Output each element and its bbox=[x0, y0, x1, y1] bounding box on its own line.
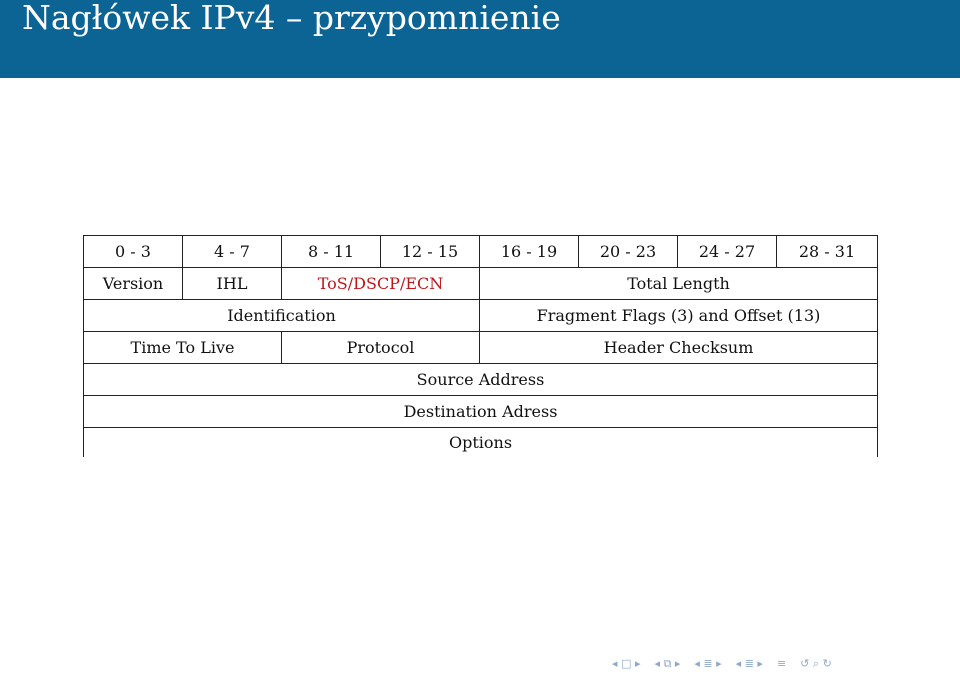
align-icon[interactable]: ≡ bbox=[776, 657, 787, 670]
nav-right-arrow-icon[interactable]: ▸ bbox=[634, 657, 641, 670]
bit-range-cell: 12 - 15 bbox=[381, 236, 480, 268]
bit-range-cell: 28 - 31 bbox=[777, 236, 878, 268]
ttl-row bbox=[84, 332, 878, 364]
search-icon[interactable]: ⌕ bbox=[812, 657, 820, 670]
options-row bbox=[84, 428, 878, 458]
bit-range-cell: 20 - 23 bbox=[579, 236, 678, 268]
identification-cell: Identification bbox=[84, 300, 480, 332]
nav-left-arrow-icon[interactable]: ◂ bbox=[612, 657, 618, 670]
nav-left-arrow-icon[interactable]: ◂ bbox=[694, 657, 700, 670]
section-nav[interactable] bbox=[694, 656, 721, 672]
destination-address-cell: Destination Adress bbox=[84, 396, 878, 428]
frame-nav[interactable] bbox=[612, 656, 640, 672]
subsection-icon[interactable]: ⧉ bbox=[663, 657, 672, 670]
bit-range-cell: 24 - 27 bbox=[678, 236, 777, 268]
bit-range-cell: 4 - 7 bbox=[183, 236, 282, 268]
ttl-cell: Time To Live bbox=[84, 332, 282, 364]
version-cell: Version bbox=[84, 268, 183, 300]
bit-range-row bbox=[84, 236, 878, 268]
options-cell: Options bbox=[84, 428, 878, 458]
nav-left-arrow-icon[interactable]: ◂ bbox=[654, 657, 660, 670]
version-row bbox=[84, 268, 878, 300]
slide-title: Nagłówek IPv4 – przypomnienie bbox=[22, 0, 561, 37]
ipv4-header-table bbox=[83, 235, 878, 457]
ihl-cell: IHL bbox=[183, 268, 282, 300]
total-length-cell: Total Length bbox=[480, 268, 878, 300]
undo-icon[interactable]: ↺ bbox=[800, 657, 810, 670]
nav-left-arrow-icon[interactable]: ◂ bbox=[735, 657, 742, 670]
nav-right-arrow-icon[interactable]: ▸ bbox=[674, 657, 681, 670]
search-nav[interactable] bbox=[800, 656, 832, 672]
beamer-navigation bbox=[612, 656, 832, 672]
title-bar bbox=[0, 0, 960, 78]
section-icon[interactable]: ≣ bbox=[703, 657, 713, 670]
document-icon[interactable]: ≣ bbox=[744, 657, 754, 670]
tos-cell: ToS/DSCP/ECN bbox=[282, 268, 480, 300]
fragment-cell: Fragment Flags (3) and Offset (13) bbox=[480, 300, 878, 332]
bit-range-cell: 0 - 3 bbox=[84, 236, 183, 268]
protocol-cell: Protocol bbox=[282, 332, 480, 364]
bit-range-cell: 8 - 11 bbox=[282, 236, 381, 268]
bit-range-cell: 16 - 19 bbox=[480, 236, 579, 268]
subsection-nav[interactable] bbox=[654, 656, 680, 672]
nav-right-arrow-icon[interactable]: ▸ bbox=[716, 657, 722, 670]
frame-icon[interactable]: □ bbox=[621, 657, 632, 670]
nav-right-arrow-icon[interactable]: ▸ bbox=[757, 657, 763, 670]
checksum-cell: Header Checksum bbox=[480, 332, 878, 364]
source-address-cell: Source Address bbox=[84, 364, 878, 396]
redo-icon[interactable]: ↻ bbox=[822, 657, 832, 670]
align-nav[interactable] bbox=[777, 656, 786, 672]
identification-row bbox=[84, 300, 878, 332]
destination-row bbox=[84, 396, 878, 428]
source-row bbox=[84, 364, 878, 396]
document-nav[interactable] bbox=[736, 656, 763, 672]
